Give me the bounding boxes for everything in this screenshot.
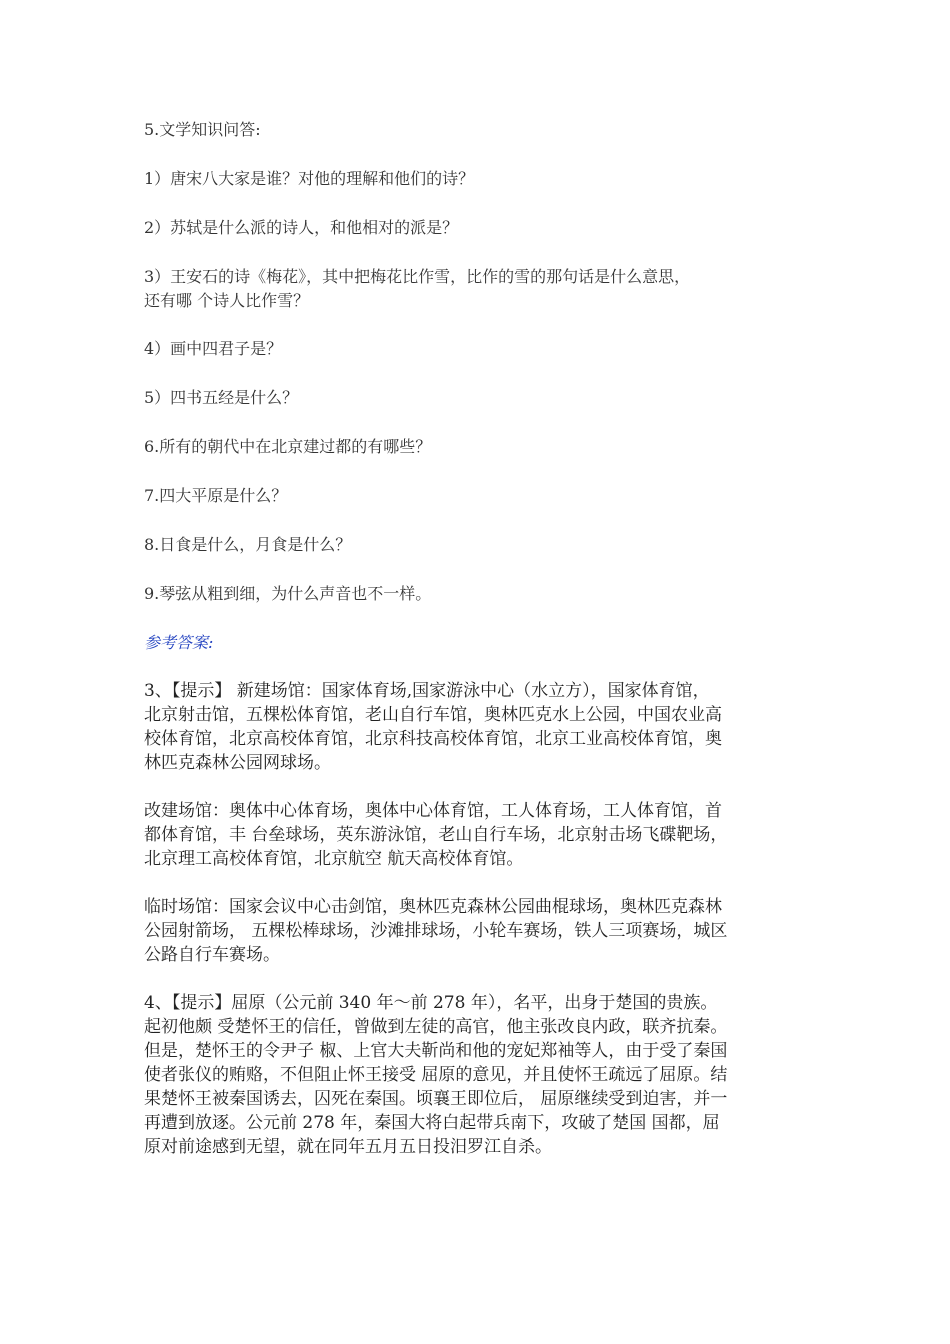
question-8: 8.日食是什么，月食是什么？ — [144, 535, 352, 554]
question-5-3-line-1: 3）王安石的诗《梅花》，其中把梅花比作雪，比作的雪的那句话是什么意思， — [144, 267, 691, 286]
question-5-2: 2）苏轼是什么派的诗人，和他相对的派是？ — [144, 218, 459, 237]
answer-4-qu-yuan — [144, 991, 814, 1159]
answer-line: 改建场馆：奥体中心体育场，奥体中心体育馆，工人体育场，工人体育馆，首 — [144, 801, 722, 821]
answer-line: 北京射击馆，五棵松体育馆，老山自行车馆，奥林匹克水上公园，中国农业高 — [144, 705, 722, 725]
answer-line: 果楚怀王被秦国诱去，囚死在秦国。顷襄王即位后， 屈原继续受到迫害，并一 — [144, 1089, 728, 1109]
document-body — [144, 118, 814, 1183]
answer-line: 校体育馆，北京高校体育馆，北京科技高校体育馆，北京工业高校体育馆，奥 — [144, 729, 722, 749]
question-9: 9.琴弦从粗到细，为什么声音也不一样。 — [144, 584, 432, 603]
answer-line: 原对前途感到无望，就在同年五月五日投汨罗江自杀。 — [144, 1137, 552, 1157]
answer-line: 但是，楚怀王的令尹子 椒、上官大夫靳尚和他的宠妃郑袖等人，由于受了秦国 — [144, 1041, 728, 1061]
question-5-4: 4）画中四君子是？ — [144, 339, 283, 358]
answer-3-new-venues — [144, 679, 814, 775]
question-5-1: 1）唐宋八大家是谁？对他的理解和他们的诗？ — [144, 169, 475, 188]
answer-line: 4、【提示】屈原（公元前 340 年～前 278 年），名平，出身于楚国的贵族。 — [144, 993, 718, 1013]
answer-line: 林匹克森林公园网球场。 — [144, 753, 331, 773]
answer-line: 北京理工高校体育馆，北京航空 航天高校体育馆。 — [144, 849, 524, 869]
question-5-3-line-2: 还有哪 个诗人比作雪？ — [144, 291, 310, 310]
question-5-3 — [144, 265, 814, 313]
answer-3-rebuilt-venues — [144, 799, 814, 871]
question-6: 6.所有的朝代中在北京建过都的有哪些？ — [144, 437, 432, 456]
question-7: 7.四大平原是什么？ — [144, 486, 288, 505]
answer-heading: 参考答案: — [144, 633, 214, 652]
question-5-5: 5）四书五经是什么？ — [144, 388, 299, 407]
answer-line: 公路自行车赛场。 — [144, 945, 280, 965]
answer-line: 3、【提示】 新建场馆：国家体育场,国家游泳中心（水立方），国家体育馆， — [144, 681, 710, 701]
answer-line: 起初他颇 受楚怀王的信任，曾做到左徒的高官，他主张改良内政，联齐抗秦。 — [144, 1017, 728, 1037]
question-5-title: 5.文学知识问答: — [144, 120, 261, 139]
answer-line: 再遭到放逐。公元前 278 年，秦国大将白起带兵南下，攻破了楚国 国都，屈 — [144, 1113, 720, 1133]
answer-line: 公园射箭场， 五棵松棒球场，沙滩排球场，小轮车赛场，铁人三项赛场，城区 — [144, 921, 728, 941]
answer-line: 临时场馆：国家会议中心击剑馆，奥林匹克森林公园曲棍球场，奥林匹克森林 — [144, 897, 722, 917]
answer-line: 使者张仪的贿赂，不但阻止怀王接受 屈原的意见，并且使怀王疏远了屈原。结 — [144, 1065, 728, 1085]
answer-3-temporary-venues — [144, 895, 814, 967]
answer-line: 都体育馆，丰 台垒球场，英东游泳馆，老山自行车场，北京射击场飞碟靶场， — [144, 825, 728, 845]
